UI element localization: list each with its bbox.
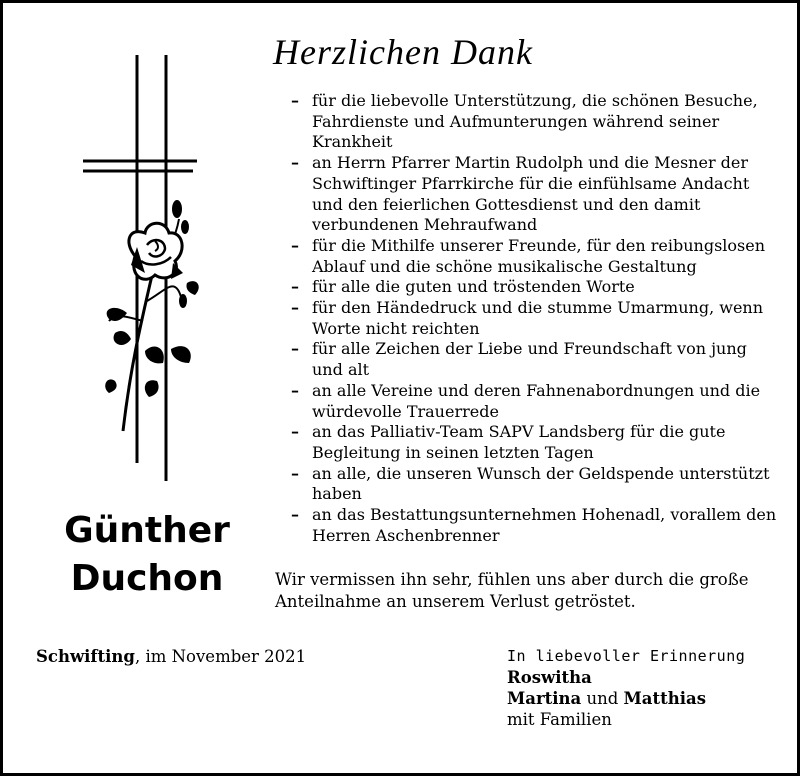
list-item-text: für die Mithilfe unserer Freunde, für den reibungslosen Ablauf und die schöne musikalische Gestaltung [312,235,766,276]
list-item-text: für alle Zeichen der Liebe und Freundschaft von jung und alt [312,339,747,380]
list-item-text: an das Palliativ-Team SAPV Landsberg für die gute Begleitung in seinen letzten Tagen [312,422,726,462]
signoff-name-martina: Martina [507,689,582,708]
bullet-dash: – [291,277,299,297]
signoff-names-line [507,688,745,709]
list-item-text: für den Händedruck und die stumme Umarmung, wenn Worte nicht reichten [312,298,764,338]
list-item-text: an alle Vereine und deren Fahnenabordnungen und die würdevolle Trauerrede [312,380,761,421]
bullet-dash: – [291,339,299,359]
list-item [291,277,781,298]
list-item [291,153,781,236]
bullet-dash: – [291,235,299,255]
thanks-list [291,91,781,546]
deceased-last-name: Duchon [70,558,224,599]
list-item-text: an Herrn Pfarrer Martin Rudolph und die Mesner der Schwiftinger Pfarrkirche für die einfühlsame Andacht und den feierlichen Gottesdienst und den damit verbundenen Mehraufwand [312,153,750,235]
signoff-name-roswitha: Roswitha [507,668,592,687]
bullet-dash: – [291,298,299,318]
signoff [507,646,745,730]
list-item [291,236,781,277]
place-date-text: , im November 2021 [134,647,307,666]
place-town: Schwifting [36,647,135,666]
signoff-connector: und [581,689,624,708]
bullet-dash: – [291,153,299,173]
signoff-families: mit Familien [507,710,612,729]
page-title: Herzlichen Dank [273,32,533,72]
place-date [36,647,306,666]
deceased-name [47,507,247,603]
deceased-first-name: Günther [64,510,230,551]
list-item [291,298,781,339]
list-item [291,339,781,380]
list-item [291,91,781,153]
list-item-text: für alle die guten und tröstenden Worte [312,277,635,297]
bullet-dash: – [291,463,299,483]
signoff-intro: In liebevoller Erinnerung [507,647,746,665]
bullet-dash: – [291,422,299,442]
list-item [291,464,781,505]
bullet-dash: – [291,380,299,400]
list-item-text: an alle, die unseren Wunsch der Geldspende unterstützt haben [312,463,770,504]
cross-with-rose-icon [75,51,235,491]
signoff-name-matthias: Matthias [623,689,706,708]
closing-text: Wir vermissen ihn sehr, fühlen uns aber durch die große Anteilnahme an unserem Verlust getröstet. [275,570,749,611]
bullet-dash: – [291,91,299,110]
list-item [291,381,781,422]
list-item-text: für die liebevolle Unterstützung, die schönen Besuche, Fahrdienste und Aufmunterungen während seiner Krankheit [312,91,758,152]
list-item [291,505,781,546]
bullet-dash: – [291,505,299,525]
list-item-text: an das Bestattungsunternehmen Hohenadl, vorallem den Herren Aschenbrenner [312,505,777,545]
list-item [291,422,781,463]
